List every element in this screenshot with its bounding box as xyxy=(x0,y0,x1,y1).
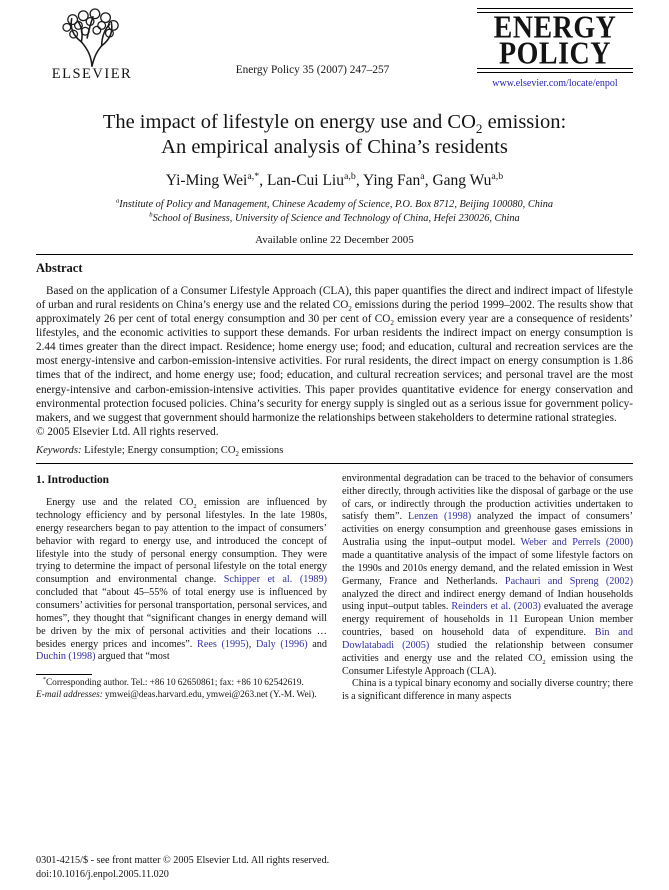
text-run: a,* xyxy=(247,170,260,182)
journal-logo-block xyxy=(477,8,633,89)
body-columns xyxy=(36,473,633,704)
paper-title-line1 xyxy=(36,110,633,135)
left-column xyxy=(36,473,327,702)
citation-link[interactable]: Lenzen (1998) xyxy=(408,511,472,523)
text-run: Lifestyle; Energy consumption; CO xyxy=(81,444,236,456)
energy-policy-logo xyxy=(477,8,633,73)
issn-line: 0301-4215/$ - see front matter © 2005 Elsevier Ltd. All rights reserved. xyxy=(36,855,330,867)
intro-paragraph-right-2: China is a typical binary economy and socially diverse country; there is a significant difference in many aspects xyxy=(342,678,633,703)
text-run: evaluated the average energy requirement of households in 11 European Union member countries, based on household data of expenditure. xyxy=(342,601,633,639)
intro-paragraph-right xyxy=(342,473,633,679)
corresponding-author-footnote xyxy=(36,674,327,701)
text-run: School of Business, University of Science and Technology of China, Hefei 230026, China xyxy=(152,213,520,225)
text-run: Yi-Ming Wei xyxy=(165,172,248,189)
text-run: a,b xyxy=(344,170,356,182)
text-run: analyzed the impact of consumers’ activities on energy consumption and greenhouse gases emissions in Australia using the input–output model. xyxy=(342,511,633,549)
abstract-section xyxy=(36,261,633,438)
citation-link[interactable]: Duchin (1998) xyxy=(36,651,96,663)
text-run: a xyxy=(115,197,120,205)
available-online-date: Available online 22 December 2005 xyxy=(255,233,414,246)
paper-title-line2: An empirical analysis of China’s residents xyxy=(161,136,508,158)
abstract-heading: Abstract xyxy=(36,260,83,275)
text-run: * xyxy=(43,677,46,684)
text-run: Corresponding author. Tel.: +86 10 62650861; fax: +86 10 62542619. xyxy=(45,678,304,689)
doi-line: doi:10.1016/j.enpol.2005.11.020 xyxy=(36,869,169,881)
text-run: environmental degradation can be traced to the behavior of consumers either directly, through activities like the disposal of garbage or the use of cars, or indirectly through the production activities undertaken to satisfy them”. xyxy=(342,472,633,523)
footnote-rule xyxy=(36,674,92,675)
text-run: , Lan-Cui Liu xyxy=(259,172,344,189)
citation-link[interactable]: Daly (1996) xyxy=(255,638,308,650)
divider-below-keywords xyxy=(36,463,633,464)
divider-above-abstract xyxy=(36,254,633,255)
text-run: emission are influenced by technology efficiency and by personal lifestyles. In the late 1980s, energy researchers began to pay attention to the impact of consumers’ behavior with regard to energy use, and introduced the concept of lifestyle into the study of personal energy consumption. They were trying to determine the impact of personal lifestyle on the total energy consumption and environmental change. xyxy=(36,497,327,586)
text-run: emissions xyxy=(238,444,284,456)
affiliations xyxy=(36,198,633,227)
affiliation-a xyxy=(36,198,633,212)
text-run: Energy use and the related CO xyxy=(46,497,194,509)
text-run: 2 xyxy=(193,503,197,511)
text-run: a,b xyxy=(491,170,504,182)
text-run: Based on the application of a Consumer Lifestyle Approach (CLA), this paper quantifies the direct and indirect impact of lifestyle of urban and rural residents on China’s energy use and the related CO xyxy=(36,284,633,311)
text-run: concluded that “about 45–55% of total energy use is influenced by consumers’ activities for personal transportation, personal services, and homes”, they thought that “significant changes in energy demand will be driven by the mix of personal activities and their locations … besides energy prices and incomes”. xyxy=(36,587,327,650)
journal-citation: Energy Policy 35 (2007) 247–257 xyxy=(235,64,390,76)
masthead xyxy=(36,8,633,92)
citation-link[interactable]: Reinders et al. (2003) xyxy=(451,601,541,613)
citation-link[interactable]: Weber and Perrels (2000) xyxy=(520,537,634,549)
text-run: and xyxy=(307,638,327,650)
text-run: made a quantitative analysis of the impact of some lifestyle factors on the 1990s and 2010s energy demand, and the related emission in West Germany, France and Netherlands. xyxy=(342,549,633,587)
text-run: 2 xyxy=(390,319,394,328)
text-run: a xyxy=(420,170,425,182)
text-run: studied the relationship between consumer activities and energy use and the related CO xyxy=(342,639,633,664)
text-run: emission: xyxy=(482,111,567,133)
journal-url-link[interactable]: www.elsevier.com/locate/enpol xyxy=(492,78,618,90)
text-run: 2 xyxy=(348,305,352,314)
citation-link[interactable]: Rees (1995) xyxy=(197,638,249,650)
text-run: 2 xyxy=(235,451,239,459)
paper-title xyxy=(36,110,633,160)
text-run: emission every year are a consequence of residents’ lifestyles, and the economic activities to support these demands. For urban residents the indirect impact on energy consumption is 2.44 times greater than the direct impact. Residence; home energy use; food; and education, cultural and recreation services are the most energy-intensive and carbon-emission-intensive activities. For rural residents, the direct impact on energy consumption is 1.86 times that of the indirect, and home energy use; food; education, and cultural recreation services; and personal travel are the most energy-intensive and carbon-emission-intensive activities. This paper provides quantitative evidence for energy conservation and environmental protection focused policies. China’s security for energy supply is singled out as a serious issue for government policy-makers, and we suggest that government should harmonize the relationships between stakeholders to determine rational strategies. xyxy=(36,313,634,424)
text-run: b xyxy=(149,211,153,219)
logo-word-policy: POLICY xyxy=(499,36,611,72)
section-heading-introduction: 1. Introduction xyxy=(36,473,110,486)
text-run: 2 xyxy=(542,658,546,666)
page-footer xyxy=(36,854,329,882)
publisher-name: ELSEVIER xyxy=(51,66,133,82)
affiliation-b xyxy=(36,212,633,226)
text-run: analyzed the direct and indirect energy demand of Indian households using input–output tables. xyxy=(342,588,633,613)
elsevier-tree-icon xyxy=(53,8,131,68)
right-column xyxy=(342,473,633,704)
text-run: argued that “most xyxy=(95,651,170,663)
keywords-line xyxy=(36,444,633,459)
text-run: , xyxy=(248,638,256,650)
authors-line xyxy=(36,172,633,190)
text-run: ymwei@deas.harvard.edu, ymwei@263.net (Y.-M. Wei). xyxy=(102,689,317,700)
text-run: 2 xyxy=(475,121,483,137)
text-run: Institute of Policy and Management, Chinese Academy of Science, P.O. Box 8712, Beijing 100080, China xyxy=(119,199,553,210)
footnote-contact-line xyxy=(36,678,327,690)
citation-link[interactable]: Schipper et al. (1989) xyxy=(223,574,327,586)
citation-link[interactable]: Pachauri and Spreng (2002) xyxy=(504,575,633,587)
footnote-email-line xyxy=(36,690,327,702)
text-run: E-mail addresses: xyxy=(36,689,103,700)
intro-paragraph-left xyxy=(36,497,327,664)
abstract-body xyxy=(36,284,633,425)
text-run: The impact of lifestyle on energy use and CO xyxy=(102,111,476,133)
text-run: Keywords: xyxy=(36,444,82,456)
logo-word-energy: ENERGY xyxy=(493,10,617,46)
text-run: , Gang Wu xyxy=(424,172,492,189)
copyright-line: © 2005 Elsevier Ltd. All rights reserved. xyxy=(36,425,219,438)
text-run: emissions during the period 1999–2002. The results show that approximately 26 per cent of total energy consumption and 30 per cent of CO xyxy=(36,298,634,326)
elsevier-logo xyxy=(36,8,148,83)
text-run: emission using the Consumer Lifestyle Approach (CLA). xyxy=(342,652,633,677)
text-run: , Ying Fan xyxy=(355,172,421,189)
citation-link[interactable]: Bin and Dowlatabadi (2005) xyxy=(342,627,633,651)
